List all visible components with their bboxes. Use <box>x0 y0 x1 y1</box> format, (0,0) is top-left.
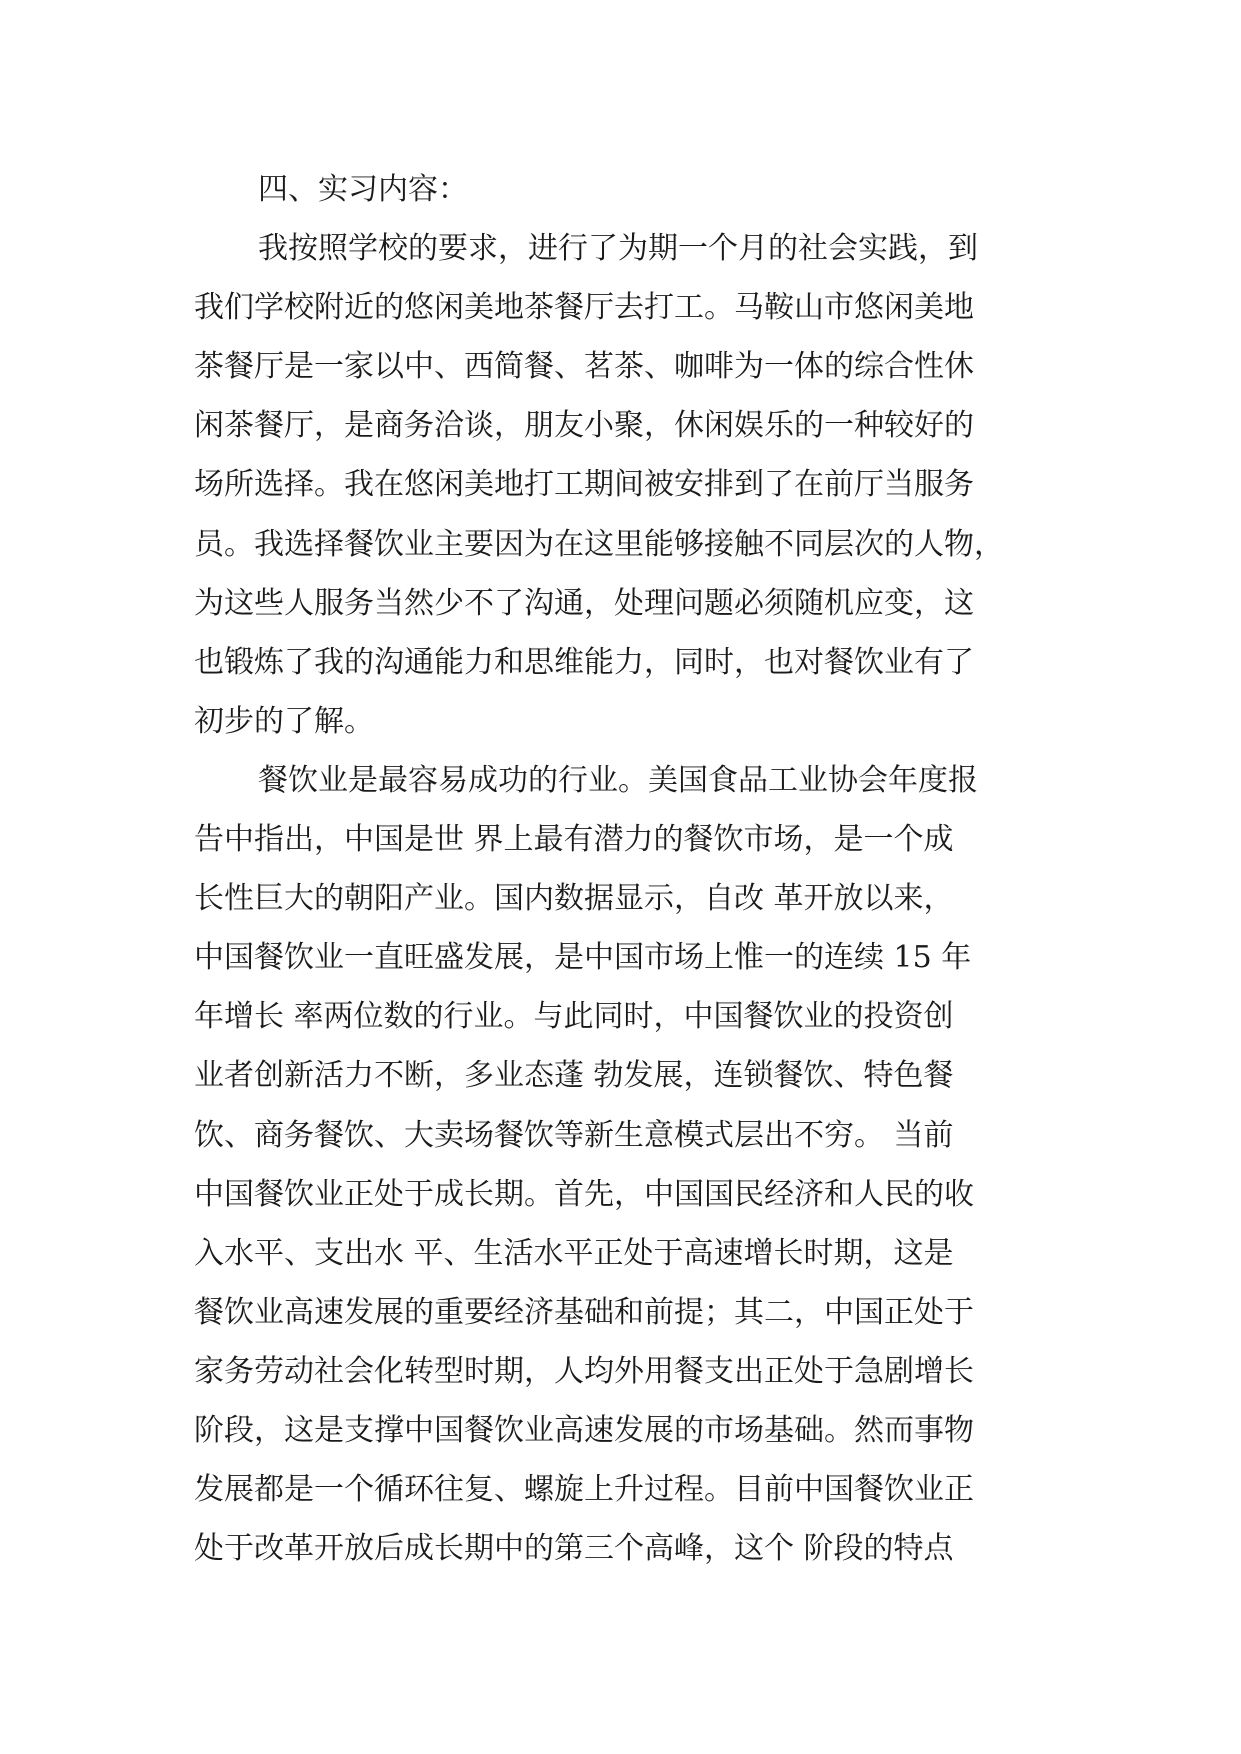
paragraph-line: 初步的了解。 <box>194 703 374 739</box>
paragraph-line: 年增长 率两位数的行业。与此同时，中国餐饮业的投资创 <box>194 999 954 1035</box>
paragraph-line: 我们学校附近的悠闲美地茶餐厅去打工。马鞍山市悠闲美地 <box>194 290 974 326</box>
paragraph-line: 茶餐厅是一家以中、西简餐、茗茶、咖啡为一体的综合性休 <box>194 349 974 385</box>
paragraph-line: 处于改革开放后成长期中的第三个高峰，这个 阶段的特点 <box>194 1531 954 1567</box>
paragraph-line: 员。我选择餐饮业主要因为在这里能够接触不同层次的人物， <box>194 526 1004 562</box>
paragraph-line: 家务劳动社会化转型时期，人均外用餐支出正处于急剧增长 <box>194 1353 974 1389</box>
paragraph-line: 阶段，这是支撑中国餐饮业高速发展的市场基础。然而事物 <box>194 1412 974 1448</box>
document-body <box>194 160 1048 1578</box>
paragraph-line: 为这些人服务当然少不了沟通，处理问题必须随机应变，这 <box>194 585 974 621</box>
paragraph-line: 餐饮业高速发展的重要经济基础和前提；其二，中国正处于 <box>194 1294 974 1330</box>
paragraph-line: 告中指出，中国是世 界上最有潜力的餐饮市场，是一个成 <box>194 822 954 858</box>
paragraph-line: 长性巨大的朝阳产业。国内数据显示，自改 革开放以来， <box>194 881 954 917</box>
paragraph-line: 闲茶餐厅，是商务洽谈，朋友小聚，休闲娱乐的一种较好的 <box>194 408 974 444</box>
paragraph-line: 餐饮业是最容易成功的行业。美国食品工业协会年度报 <box>258 762 978 798</box>
paragraph-2 <box>194 751 1048 1578</box>
paragraph-line: 场所选择。我在悠闲美地打工期间被安排到了在前厅当服务 <box>194 467 974 503</box>
paragraph-line: 中国餐饮业正处于成长期。首先，中国国民经济和人民的收 <box>194 1176 974 1212</box>
paragraph-line: 我按照学校的要求，进行了为期一个月的社会实践，到 <box>258 231 978 267</box>
paragraph-1 <box>194 219 1048 751</box>
paragraph-line: 入水平、支出水 平、生活水平正处于高速增长时期，这是 <box>194 1235 954 1271</box>
paragraph-line: 发展都是一个循环往复、螺旋上升过程。目前中国餐饮业正 <box>194 1472 974 1508</box>
paragraph-line: 业者创新活力不断，多业态蓬 勃发展，连锁餐饮、特色餐 <box>194 1058 954 1094</box>
paragraph-line: 也锻炼了我的沟通能力和思维能力，同时，也对餐饮业有了 <box>194 644 974 680</box>
paragraph-line: 中国餐饮业一直旺盛发展，是中国市场上惟一的连续 15 年 <box>194 940 972 976</box>
section-heading: 四、实习内容： <box>258 172 468 207</box>
paragraph-line: 饮、商务餐饮、大卖场餐饮等新生意模式层出不穷。 当前 <box>194 1117 954 1153</box>
